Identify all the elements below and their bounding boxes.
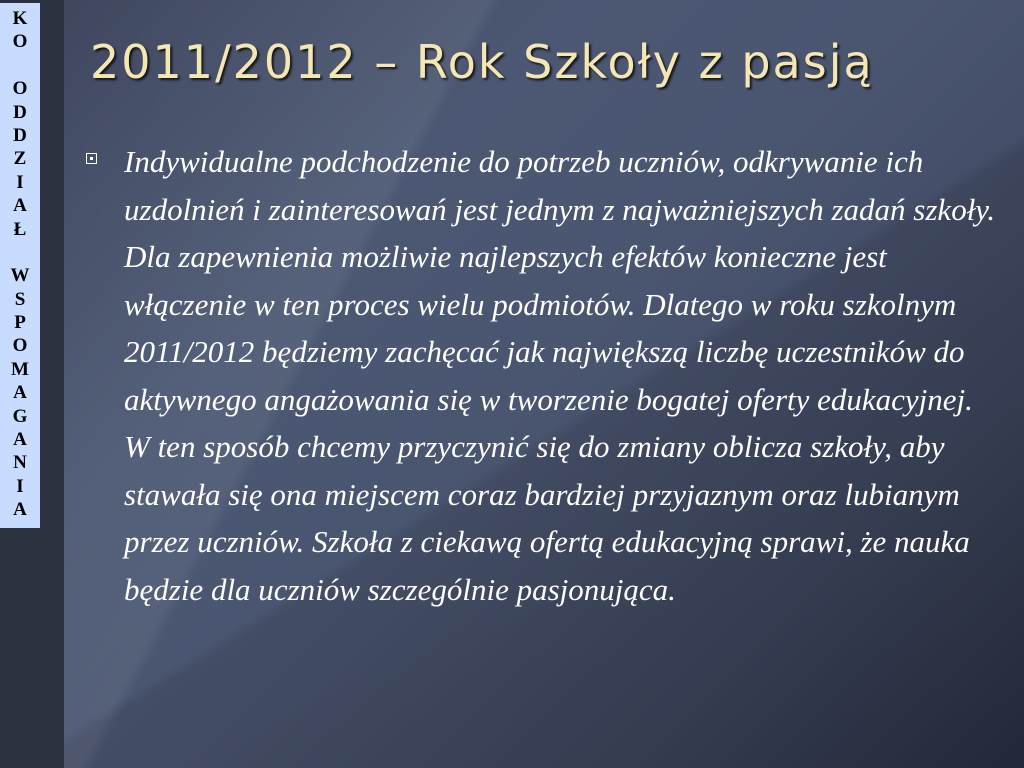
caption-spacer	[0, 241, 40, 264]
caption-letter: W	[10, 265, 30, 287]
caption-letter: A	[13, 429, 27, 451]
slide-content	[82, 138, 1002, 613]
caption-letter: M	[11, 358, 29, 380]
caption-letter: N	[13, 452, 27, 474]
caption-spacer	[0, 54, 40, 77]
caption-letter: I	[16, 171, 24, 193]
bullet-text: Indywidualne podchodzenie do potrzeb uczniów, odkrywanie ich uzdolnień i zainteresowań jest jednym z najważniejszych zadań szkoły. Dla zapewnienia możliwie najlepszych efektów konieczne jest włączenie w ten proces wielu podmiotów. Dlatego w roku szkolnym 2011/2012 będziemy zachęcać jak największą liczbę uczestników do aktywnego angażowania się w tworzenie bogatej oferty edukacyjnej. W ten sposób chcemy przyczynić się do zmiany oblicza szkoły, aby stawała się ona miejscem coraz bardziej przyjaznym oraz lubianym przez uczniów. Szkoła z ciekawą ofertą edukacyjną sprawi, że nauka będzie dla uczniów szczególnie pasjonująca.	[124, 144, 996, 607]
caption-letter: I	[16, 475, 24, 497]
caption-letter: A	[13, 195, 27, 217]
caption-letter: O	[12, 31, 28, 53]
caption-letter: O	[12, 78, 28, 100]
caption-letter: K	[12, 8, 28, 29]
caption-letter: G	[12, 405, 28, 427]
caption-letter: Z	[13, 148, 27, 170]
caption-letter: A	[13, 382, 27, 404]
bullet-item	[82, 138, 1002, 613]
caption-letter: S	[14, 288, 26, 310]
square-bullet-icon	[86, 153, 97, 164]
caption-letter: D	[13, 101, 27, 123]
caption-letter: A	[13, 499, 27, 521]
caption-letter: D	[13, 124, 27, 146]
caption-letter: Ł	[13, 218, 27, 240]
caption-letter: P	[14, 312, 26, 334]
slide-title: 2011/2012 – Rok Szkoły z pasją	[90, 35, 874, 89]
caption-letter: O	[12, 335, 28, 357]
vertical-caption	[0, 3, 40, 528]
